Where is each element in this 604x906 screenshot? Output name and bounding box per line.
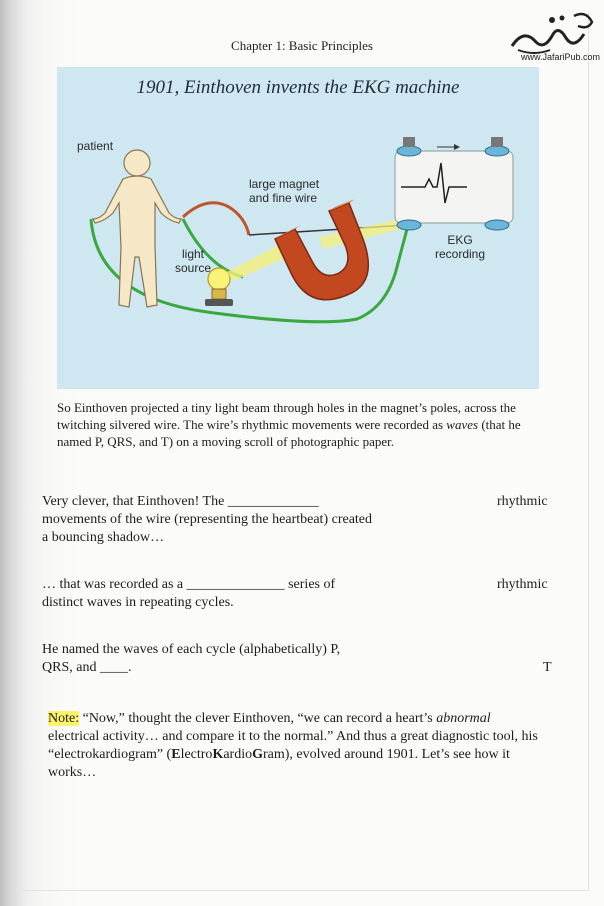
note-text-1: “Now,” thought the clever Einthoven, “we can record a heart’s: [79, 711, 437, 726]
frame-3-answer: T: [543, 660, 552, 675]
figure-caption: [57, 399, 539, 450]
label-patient: patient: [77, 139, 114, 153]
patient-figure: [93, 150, 181, 307]
frame-3-question: He named the waves of each cycle (alphabetically) P, QRS, and ____.: [42, 642, 341, 675]
caption-text-2: (that he named P, QRS, and T) on a moving scroll of photographic paper.: [57, 417, 521, 449]
note-text-4: ardio: [223, 747, 253, 762]
red-wire: [183, 203, 249, 235]
note-italic: abnormal: [436, 711, 491, 726]
label-ekg-recording: EKG recording: [435, 233, 486, 261]
note-text-3: lectro: [180, 747, 213, 762]
ekg-illustration: [57, 67, 539, 389]
note-paragraph: [48, 710, 543, 782]
chapter-header: Chapter 1: Basic Principles: [231, 38, 373, 53]
figure-title: 1901, Einthoven invents the EKG machine: [136, 77, 460, 98]
note-label: Note:: [48, 711, 80, 726]
note-bold-g: G: [252, 747, 263, 762]
ekg-recorder: [395, 137, 513, 230]
caption-italic: waves: [446, 417, 479, 432]
light-beam: [227, 245, 287, 281]
note-bold-k: K: [212, 747, 224, 762]
publisher-url: www.JafariPub.com: [520, 52, 600, 62]
note-text-5: ram), evolved around 1901. Let’s see how it works…: [48, 747, 510, 780]
frame-1-question: Very clever, that Einthoven! The _____________ movements of the wire (representing the heartbeat) created a bouncing shadow…: [42, 494, 373, 545]
ekg-figure: [57, 67, 539, 389]
frame-1-answer: rhythmic: [497, 494, 548, 509]
frame-2-question: … that was recorded as a ______________ series of distinct waves in repeating cycles.: [42, 577, 336, 610]
frame-2-answer: rhythmic: [497, 577, 548, 592]
label-light-source: light source: [175, 247, 212, 275]
magnet-icon: [275, 199, 368, 300]
caption-text-1: So Einthoven projected a tiny light beam through holes in the magnet’s poles, across the twitching silvered wire. The wire’s rhythmic movements were recorded as: [57, 400, 516, 432]
note-bold-e: E: [171, 747, 181, 762]
note-text-2: electrical activity… and compare it to the normal.” And thus a great diagnostic tool, his “electrokardiogram” (: [48, 729, 538, 762]
label-magnet: large magnet and fine wire: [249, 177, 320, 205]
